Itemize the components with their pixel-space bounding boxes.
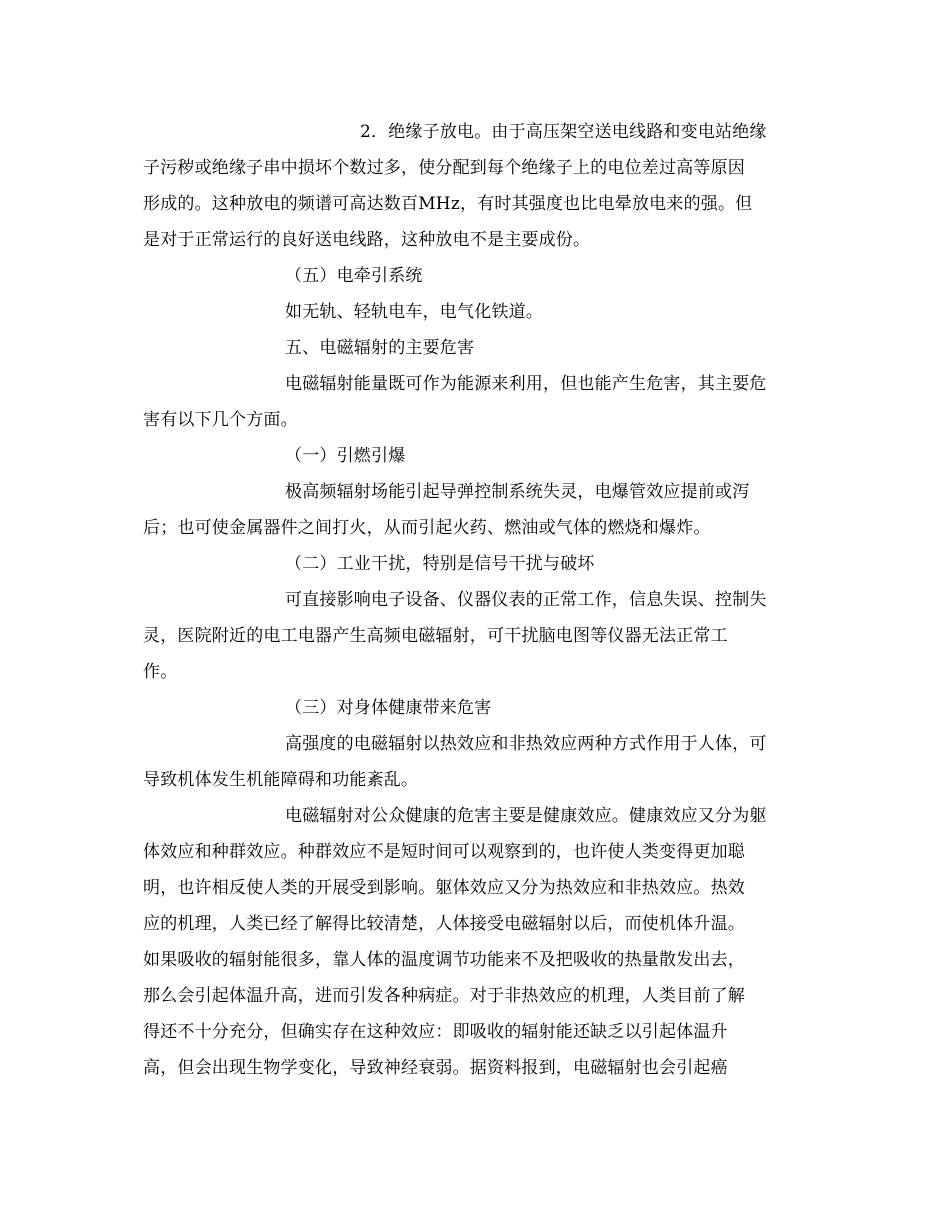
section-heading: （三）对身体健康带来危害 (285, 698, 492, 718)
section-heading: （二）工业干扰，特别是信号干扰与破坏 (285, 554, 595, 574)
text-line: 作。 (143, 662, 178, 682)
text-line: 形成的。这种放电的频谱可高达数百MHz，有时其强度也比电晕放电来的强。但 (143, 194, 753, 214)
text-line: 电磁辐射能量既可作为能源来利用，但也能产生危害，其主要危 (285, 374, 767, 394)
text-line: 极高频辐射场能引起导弹控制系统失灵，电爆管效应提前或泻 (285, 482, 750, 502)
text-line: 灵，医院附近的电工电器产生高频电磁辐射，可干扰脑电图等仪器无法正常工 (143, 626, 728, 646)
text-line: 电磁辐射对公众健康的危害主要是健康效应。健康效应又分为躯 (285, 806, 767, 826)
text-line: 体效应和种群效应。种群效应不是短时间可以观察到的，也许使人类变得更加聪 (143, 842, 745, 862)
text-line: 害有以下几个方面。 (143, 410, 298, 430)
text-line: 2．绝缘子放电。由于高压架空送电线路和变电站绝缘 (360, 122, 767, 142)
text-line: 后；也可使金属器件之间打火，从而引起火药、燃油或气体的燃烧和爆炸。 (143, 518, 711, 538)
text-line: 那么会引起体温升高，进而引发各种病症。对于非热效应的机理，人类目前了解 (143, 986, 745, 1006)
text-line: 得还不十分充分，但确实存在这种效应：即吸收的辐射能还缺乏以引起体温升 (143, 1022, 728, 1042)
text-line: 是对于正常运行的良好送电线路，这种放电不是主要成份。 (143, 230, 591, 250)
text-line: 子污秽或绝缘子串中损坏个数过多，使分配到每个绝缘子上的电位差过高等原因 (143, 158, 745, 178)
text-line: 如果吸收的辐射能很多，靠人体的温度调节功能来不及把吸收的热量散发出去， (143, 950, 745, 970)
section-heading: （一）引燃引爆 (285, 446, 406, 466)
section-heading: （五）电牵引系统 (285, 266, 423, 286)
text-line: 高强度的电磁辐射以热效应和非热效应两种方式作用于人体，可 (285, 734, 767, 754)
text-line: 应的机理，人类已经了解得比较清楚，人体接受电磁辐射以后，而使机体升温。 (143, 914, 745, 934)
text-line: 高，但会出现生物学变化，导致神经衰弱。据资料报到，电磁辐射也会引起癌 (143, 1058, 728, 1078)
section-heading: 五、电磁辐射的主要危害 (285, 338, 475, 358)
text-line: 明，也许相反使人类的开展受到影响。躯体效应又分为热效应和非热效应。热效 (143, 878, 745, 898)
text-line: 导致机体发生机能障碍和功能紊乱。 (143, 770, 419, 790)
text-line: 可直接影响电子设备、仪器仪表的正常工作，信息失误、控制失 (285, 590, 767, 610)
text-line: 如无轨、轻轨电车，电气化铁道。 (285, 302, 543, 322)
